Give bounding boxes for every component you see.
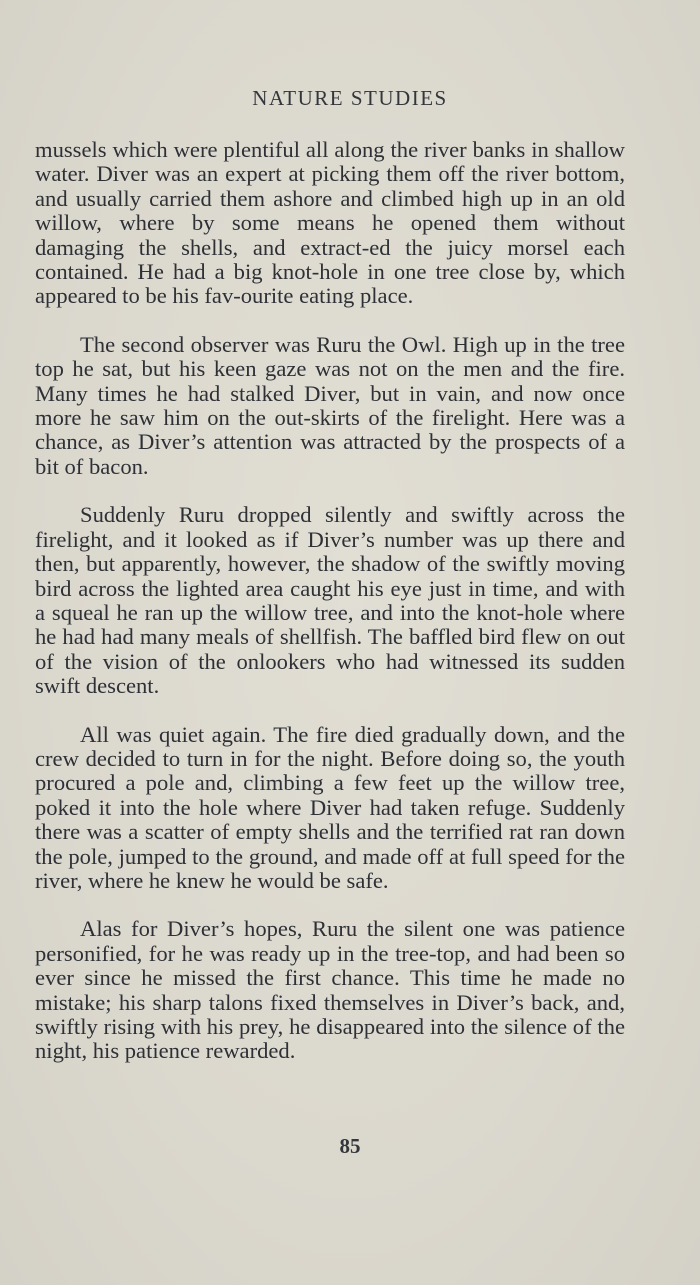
paragraph-3: Suddenly Ruru dropped silently and swiftly across the firelight, and it looked as if Diver’s number was up there and then, but apparently, however, the shadow of the swiftly moving bird across the lighted area caught his eye just in time, and with a squeal he ran up the willow tree, and into the knot-hole where he had had many meals of shellfish. The baffled bird flew on out of the vision of the onlookers who had witnessed its sudden swift descent. [35, 502, 625, 699]
paragraph-4: All was quiet again. The fire died gradually down, and the crew decided to turn in for the night. Before doing so, the youth procured a pole and, climbing a few feet up the willow tree, poked it into the hole where Diver had taken refuge. Suddenly there was a scatter of empty shells and the terrified rat ran down the pole, jumped to the ground, and made off at full speed for the river, where he knew he would be safe. [35, 721, 625, 893]
paragraph-5: Alas for Diver’s hopes, Ruru the silent one was patience personified, for he was ready up in the tree-top, and had been so ever since he missed the first chance. This time he made no mistake; his sharp talons fixed themselves in Diver’s back, and, swiftly rising with his prey, he disappeared into the silence of the night, his patience rewarded. [35, 916, 625, 1064]
body-text [35, 138, 625, 1064]
paragraph-1: mussels which were plentiful all along the river banks in shallow water. Diver was an expert at picking them off the river bottom, and usually carried them ashore and climbed high up in an old willow, where by some means he opened them without damaging the shells, and extract-ed the juicy morsel each contained. He had a big knot-hole in one tree close by, which appeared to be his fav-ourite eating place. [35, 137, 625, 309]
running-head: NATURE STUDIES [252, 86, 448, 110]
page-number: 85 [339, 1134, 361, 1158]
paragraph-2: The second observer was Ruru the Owl. High up in the tree top he sat, but his keen gaze was not on the men and the fire. Many times he had stalked Diver, but in vain, and now once more he saw him on the out-skirts of the firelight. Here was a chance, as Diver’s attention was attracted by the prospects of a bit of bacon. [35, 331, 625, 479]
